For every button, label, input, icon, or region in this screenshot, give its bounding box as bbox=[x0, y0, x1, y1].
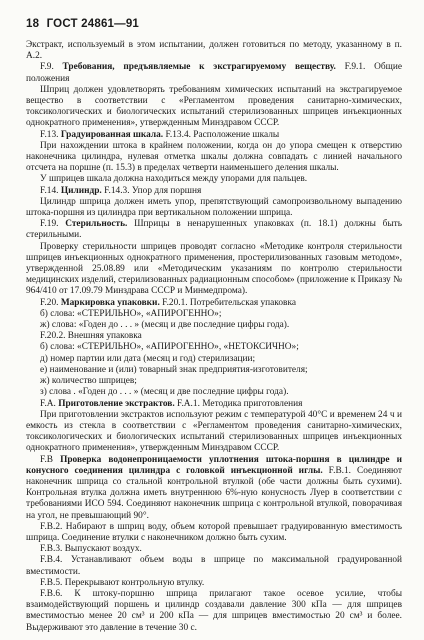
paragraph bbox=[26, 589, 402, 634]
paragraph-text: F.B.4. Устанавливают объем воды в шприце по максимальной градуированной вместимости. bbox=[26, 555, 402, 577]
paragraph bbox=[26, 298, 402, 309]
paragraph-text: F.9.1. Общие положения bbox=[26, 62, 402, 84]
page-header bbox=[26, 18, 402, 30]
section-heading: Проверка водонепроницаемости уплотнения штока-поршня в цилиндре и конусного соединения цилиндра с головкой инъекционной иглы. bbox=[26, 454, 402, 476]
paragraph bbox=[26, 320, 402, 331]
paragraph-text: F.14. bbox=[40, 185, 61, 196]
paragraph bbox=[26, 522, 402, 544]
paragraph-text: F.B.1. Соединяют наконечник шприца со стальной контрольной втулкой (обе части должны быть сухими). Контрольная втулка должна иметь внутреннюю 6%-ную конусность Луер в соответствии с требованиями ИСО 594. Соединяют наконечник шприца с контрольной втулкой, поворачивая на угол, не превышающий 90°. bbox=[26, 465, 403, 521]
paragraph bbox=[26, 309, 402, 320]
paragraph bbox=[26, 410, 402, 455]
paragraph bbox=[26, 186, 402, 197]
paragraph bbox=[26, 455, 402, 522]
paragraph-text: F.20. bbox=[40, 297, 61, 308]
paragraph bbox=[26, 197, 402, 219]
paragraph-text: Экстракт, используемый в этом испытании, должен готовиться по методу, указанному в п. А.2. bbox=[26, 40, 402, 62]
paragraph-text: F.A.1. Методика приготовления bbox=[174, 398, 303, 409]
paragraph-text: F.20.1. Потребительская упаковка bbox=[159, 297, 296, 308]
paragraph-text: д) номер партии или дата (месяц и год) стерилизации; bbox=[40, 353, 256, 364]
paragraph bbox=[26, 331, 402, 342]
paragraph bbox=[26, 62, 402, 84]
paragraph-text: F.14.3. Упор для поршня bbox=[101, 185, 202, 196]
paragraph-text: ж) слова: «Годен до . . . » (месяц и две последние цифры года). bbox=[40, 320, 290, 331]
paragraph-text: F.B.2. Набирают в шприц воду, объем которой превышает градуированную вместимость шприца. Соединение втулки с наконечником должно быть сухим. bbox=[26, 521, 402, 543]
paragraph-text: F.20.2. Внешняя упаковка bbox=[40, 331, 142, 342]
paragraph-text: F.13.4. Расположение шкалы bbox=[163, 129, 280, 140]
paragraph-text: ж) количество шприцев; bbox=[40, 376, 137, 387]
paragraph-text: Проверку стерильности шприцев проводят согласно «Методике контроля стерильности шприцев инъекционных однократного применения, простерилизованных газовым методом», утвержденной 25.08.89 или «Методическим указаниям по контролю стерильности медицинских изделий, стерилизованных радиационным способом» (приложение к Приказу № 964/410 от 17.09.79 Минздрава СССР и Минмедпрома). bbox=[26, 241, 402, 297]
paragraph bbox=[26, 376, 402, 387]
paragraph-text: F.19. bbox=[40, 219, 66, 230]
paragraph-text: Шприц должен удовлетворять требованиям химических испытаний на экстрагируемое вещество в соответствии с «Регламентом проведения санитарно-химических, токсикологических и биологических испытаний стерилизованных шприцев инъекционных однократного применения», утвержденным Минздравом СССР. bbox=[26, 84, 402, 129]
paragraph-text: F.13. bbox=[40, 129, 61, 140]
paragraph-text: При приготовлении экстрактов используют режим с температурой 40°С и временем 24 ч и емкость из стекла в соответствии с «Регламентом проведения санитарно-химических, токсикологических и биологических испытаний стерилизованных шприцев инъекционных однократного применения», утвержденным Минздравом СССР. bbox=[26, 409, 402, 454]
paragraph-text: F.B.6. К штоку-поршню шприца прилагают такое осевое усилие, чтобы взаимодействующий поршень и цилиндр создавали давление 300 кПа — для шприцев вместимостью менее 20 см³ и 200 кПа — для шприцев вместимостью 20 см³ и более. Выдерживают это давление в течение 30 с. bbox=[26, 588, 402, 633]
paragraph-text: F.B.5. Перекрывают контрольную втулку. bbox=[40, 577, 205, 588]
paragraph bbox=[26, 40, 402, 62]
paragraph bbox=[26, 342, 402, 353]
standard-designation: ГОСТ 24861—91 bbox=[46, 18, 140, 30]
paragraph bbox=[26, 130, 402, 141]
paragraph-text: е) наименование и (или) товарный знак предприятия-изготовителя; bbox=[40, 364, 308, 375]
paragraph bbox=[26, 555, 402, 577]
paragraph bbox=[26, 399, 402, 410]
paragraph-text: б) слова: «СТЕРИЛЬНО», «АПИРОГЕННО»; bbox=[40, 308, 222, 319]
paragraph-text: F.9. bbox=[40, 62, 63, 73]
paragraph-text: б) слова: «СТЕРИЛЬНО», «АПИРОГЕННО», «НЕТОКСИЧНО»; bbox=[40, 342, 299, 353]
paragraph bbox=[26, 544, 402, 555]
paragraph-text: При нахождении штока в крайнем положении, когда он до упора смещен к отверстию наконечника цилиндра, нулевая отметка шкалы должна совпадать с линией начального отсчета на поршне (п. 15.3) в пределах четверти наименьшего деления шкалы. bbox=[26, 140, 402, 174]
paragraph-text: Цилиндр шприца должен иметь упор, препятствующий самопроизвольному выпадению штока-поршня из цилиндра при вертикальном положении шприца. bbox=[26, 196, 402, 219]
paragraph bbox=[26, 242, 402, 298]
paragraph bbox=[26, 219, 402, 241]
paragraph bbox=[26, 354, 402, 365]
paragraph bbox=[26, 365, 402, 376]
section-heading: Маркировка упаковки. bbox=[60, 297, 160, 308]
paragraph bbox=[26, 141, 402, 175]
page-number: 18 bbox=[26, 18, 40, 30]
paragraph-text: У шприцев шкала должна находиться между упорами для пальцев. bbox=[40, 174, 308, 185]
paragraph bbox=[26, 578, 402, 589]
section-heading: Градуированная шкала. bbox=[60, 129, 164, 140]
paragraph-text: Шприцы в ненарушенных упаковках (п. 18.1) должны быть стерильными. bbox=[26, 219, 402, 241]
document-body bbox=[26, 40, 402, 634]
section-heading: Цилиндр. bbox=[60, 185, 102, 196]
section-heading: Приготовление экстрактов. bbox=[58, 398, 175, 409]
paragraph-text: F.A. bbox=[40, 398, 59, 409]
section-heading: Стерильность. bbox=[65, 219, 128, 230]
paragraph bbox=[26, 174, 402, 185]
paragraph bbox=[26, 387, 402, 398]
section-heading: Требования, предъявляемые к экстрагируемому веществу. bbox=[62, 62, 336, 73]
paragraph bbox=[26, 85, 402, 130]
paragraph-text: F.B.3. Выпускают воздух. bbox=[40, 544, 142, 555]
paragraph-text: з) слова . «Годен до . . . » (месяц и две последние цифры года). bbox=[40, 387, 289, 398]
paragraph-text: F.B bbox=[40, 454, 61, 465]
